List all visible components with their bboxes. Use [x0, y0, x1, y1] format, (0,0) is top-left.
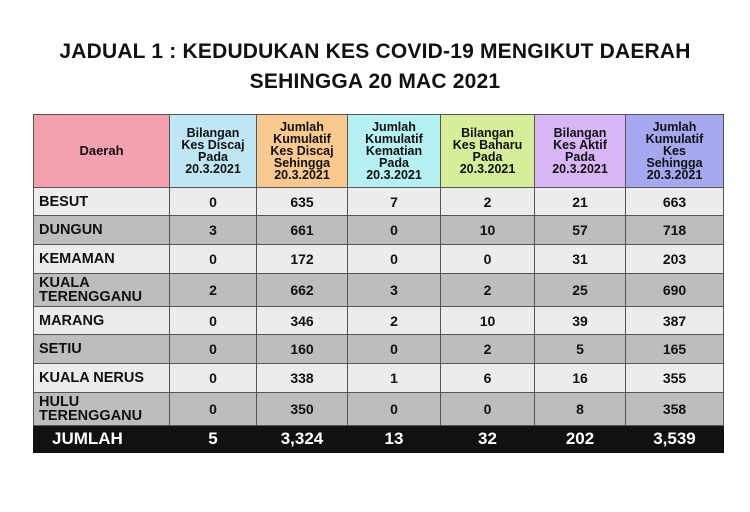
table-cell: 0: [170, 307, 257, 335]
header-line: Kumulatif: [365, 132, 423, 146]
header-line: Pada: [379, 156, 409, 170]
table-cell: 0: [170, 335, 257, 364]
table-cell: 7: [348, 188, 441, 216]
table-cell: 387: [626, 307, 724, 335]
district-name-line: TERENGGANU: [39, 289, 143, 305]
table-cell: 690: [626, 274, 724, 307]
header-line: Bilangan: [461, 126, 514, 140]
header-line: Jumlah: [280, 120, 324, 134]
table-cell: 39: [535, 307, 626, 335]
table-cell: 57: [535, 216, 626, 245]
table-cell: 31: [535, 245, 626, 274]
table-cell: 662: [257, 274, 348, 307]
header-line: Kumulatif: [273, 132, 331, 146]
total-cell: 3,539: [626, 426, 724, 453]
district-name: [34, 216, 170, 245]
table-cell: 661: [257, 216, 348, 245]
header-kumulatif-kes: [626, 115, 724, 188]
header-kes-baharu: [441, 115, 535, 188]
header-line: Kes Discaj: [181, 138, 245, 152]
table-row: [34, 188, 724, 216]
district-name: [34, 335, 170, 364]
district-name: [34, 245, 170, 274]
district-name: [34, 364, 170, 393]
header-line: Kes Discaj: [270, 144, 334, 158]
table-cell: 350: [257, 393, 348, 426]
district-name-line: HULU: [39, 394, 80, 410]
table-row: [34, 364, 724, 393]
district-name-line: MARANG: [39, 312, 105, 329]
district-name-line: KUALA: [39, 275, 90, 291]
header-daerah: [34, 115, 170, 188]
header-kumulatif-discaj: [257, 115, 348, 188]
table-cell: 16: [535, 364, 626, 393]
header-line: 20.3.2021: [185, 162, 241, 176]
district-name: [34, 274, 170, 307]
table-row: [34, 307, 724, 335]
table-cell: 0: [170, 245, 257, 274]
covid-cases-table: [33, 114, 724, 453]
district-name: [34, 307, 170, 335]
district-name-line: DUNGUN: [39, 222, 103, 238]
total-cell: 5: [170, 426, 257, 453]
table-cell: 3: [170, 216, 257, 245]
district-name-line: TERENGGANU: [39, 408, 143, 424]
header-line: Pada: [565, 150, 595, 164]
table-cell: 165: [626, 335, 724, 364]
table-cell: 2: [441, 274, 535, 307]
table-cell: 21: [535, 188, 626, 216]
table-cell: 358: [626, 393, 724, 426]
table-row: [34, 393, 724, 426]
district-name-line: KUALA NERUS: [39, 370, 144, 386]
table-cell: 3: [348, 274, 441, 307]
table-cell: 1: [348, 364, 441, 393]
table-cell: 203: [626, 245, 724, 274]
header-line: 20.3.2021: [646, 168, 703, 182]
header-line: 20.3.2021: [274, 168, 330, 182]
table-cell: 0: [170, 188, 257, 216]
table-cell: 635: [257, 188, 348, 216]
district-name-line: BESUT: [39, 193, 89, 210]
table-cell: 0: [170, 393, 257, 426]
district-name-line: SETIU: [39, 341, 82, 357]
total-cell: 202: [535, 426, 626, 453]
table-cell: 355: [626, 364, 724, 393]
district-name-line: KEMAMAN: [39, 251, 115, 267]
header-line: Kumulatif: [645, 132, 704, 146]
header-line: Jumlah: [372, 120, 416, 134]
header-line: 20.3.2021: [459, 162, 516, 176]
header-line: Bilangan: [186, 126, 240, 140]
total-row: [34, 426, 724, 453]
table-cell: 2: [170, 274, 257, 307]
header-line: Sehingga: [646, 156, 703, 170]
header-kes-aktif: [535, 115, 626, 188]
table-cell: 2: [348, 307, 441, 335]
table-cell: 6: [441, 364, 535, 393]
table-row: [34, 245, 724, 274]
total-label: JUMLAH: [34, 426, 170, 453]
table-cell: 338: [257, 364, 348, 393]
header-line: Pada: [472, 150, 503, 164]
table-cell: 25: [535, 274, 626, 307]
table-title-line1: JADUAL 1 : KEDUDUKAN KES COVID-19 MENGIKUT DAERAH: [59, 40, 691, 63]
table-cell: 346: [257, 307, 348, 335]
header-line: 20.3.2021: [552, 162, 608, 176]
table-cell: 0: [348, 335, 441, 364]
header-line: Kematian: [365, 144, 423, 158]
table-cell: 0: [441, 393, 535, 426]
header-kematian: [348, 115, 441, 188]
table-cell: 0: [170, 364, 257, 393]
table-cell: 5: [535, 335, 626, 364]
table-cell: 0: [348, 216, 441, 245]
table-cell: 0: [441, 245, 535, 274]
header-line: Bilangan: [553, 126, 607, 140]
total-cell: 13: [348, 426, 441, 453]
table-cell: 160: [257, 335, 348, 364]
table-row: [34, 335, 724, 364]
table-row: [34, 274, 724, 307]
table-cell: 0: [348, 393, 441, 426]
table-cell: 10: [441, 216, 535, 245]
header-line: Sehingga: [273, 156, 331, 170]
header-line: Pada: [198, 150, 228, 164]
district-name: [34, 393, 170, 426]
table-cell: 172: [257, 245, 348, 274]
header-line: Kes: [663, 144, 686, 158]
header-line: Jumlah: [652, 120, 697, 134]
header-line: 20.3.2021: [366, 168, 422, 182]
header-line: Kes Baharu: [452, 138, 523, 152]
header-line: Daerah: [79, 143, 124, 158]
table-cell: 718: [626, 216, 724, 245]
header-row: [34, 115, 724, 188]
district-name: [34, 188, 170, 216]
table-cell: 10: [441, 307, 535, 335]
header-kes-discaj: [170, 115, 257, 188]
total-cell: 32: [441, 426, 535, 453]
table-cell: 8: [535, 393, 626, 426]
table-row: [34, 216, 724, 245]
header-line: Kes Aktif: [553, 138, 607, 152]
table-cell: 2: [441, 335, 535, 364]
table-cell: 2: [441, 188, 535, 216]
total-cell: 3,324: [257, 426, 348, 453]
table-cell: 663: [626, 188, 724, 216]
table-title-line2: SEHINGGA 20 MAC 2021: [249, 70, 501, 93]
table-cell: 0: [348, 245, 441, 274]
